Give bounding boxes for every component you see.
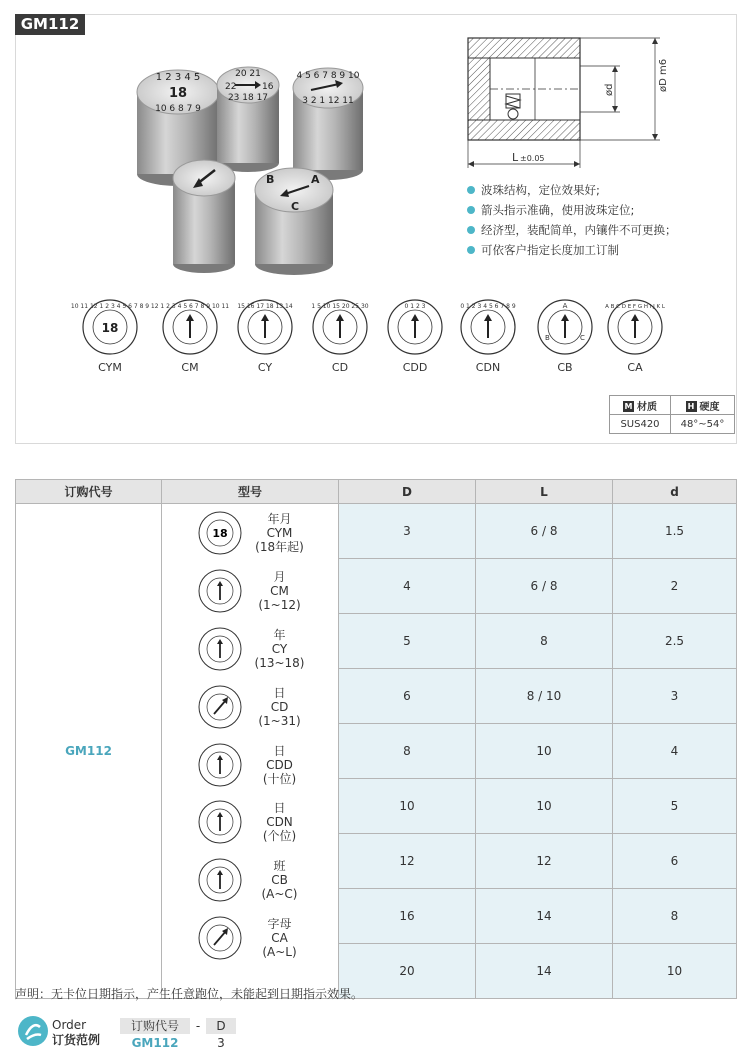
cdd-mini-icon [197, 742, 243, 788]
cell-L: 8 [476, 614, 613, 669]
cell-D: 16 [339, 889, 476, 944]
d-dimension-label: ød [604, 83, 615, 96]
dial-label: CY [257, 361, 273, 374]
dial-cm-icon [150, 298, 230, 356]
order-heading [52, 1018, 100, 1048]
hardness-header: 硬度 [699, 401, 720, 413]
cell-D: 10 [339, 779, 476, 834]
dial-cm [150, 298, 230, 374]
dial-cb [535, 298, 595, 374]
svg-text:1 5 10 15 20 25 30: 1 5 10 15 20 25 30 [311, 303, 369, 310]
L-tolerance-label: ±0.05 [520, 154, 545, 163]
dial-cdd [385, 298, 445, 374]
feature-list [467, 180, 737, 260]
dial-ca-icon [606, 298, 664, 356]
L-dimension-label: L [512, 151, 519, 164]
order-cn: 订货范例 [52, 1033, 101, 1047]
cell-L: 8 / 10 [476, 669, 613, 724]
cell-d: 3 [613, 669, 737, 724]
dial-label: CD [331, 361, 349, 374]
dial-cb-icon [536, 298, 594, 356]
product-title: GM112 [15, 14, 85, 35]
svg-text:A B C D E F G H I J K L: A B C D E F G H I J K L [605, 304, 665, 310]
svg-text:A: A [562, 302, 568, 310]
example-d-label: D [206, 1018, 236, 1034]
photo-cym-bottom-text: 10 6 8 7 9 [155, 104, 201, 114]
svg-text:0 1 2 3: 0 1 2 3 [404, 303, 426, 310]
feature-item: 波珠结构，定位效果好; [467, 180, 737, 200]
photo-cym-mid-text: 18 [168, 86, 188, 101]
cym-mini-icon [197, 510, 243, 556]
order-code-cell: GM112 [16, 504, 162, 999]
hardness-badge: H [686, 401, 697, 412]
photo-cy-right-text: 16 [262, 82, 274, 92]
photo-cym-top-text: 1 2 3 4 5 [155, 72, 201, 83]
cell-D: 4 [339, 559, 476, 614]
cell-L: 6 / 8 [476, 504, 613, 559]
header-D: D [339, 480, 476, 504]
svg-text:18: 18 [212, 527, 228, 540]
dial-label: CDN [475, 361, 501, 374]
dial-cdn [458, 298, 518, 374]
example-d-value: 3 [217, 1036, 225, 1050]
feature-item: 箭头指示准确，使用波珠定位; [467, 200, 737, 220]
dial-cy-icon [236, 298, 294, 356]
cy-mini-icon [197, 626, 243, 672]
cell-D: 12 [339, 834, 476, 889]
cell-D: 3 [339, 504, 476, 559]
cb-mini-icon [197, 857, 243, 903]
cell-L: 14 [476, 944, 613, 999]
photo-cm [293, 68, 363, 180]
example-dash: - [195, 1019, 201, 1033]
svg-text:18: 18 [101, 321, 119, 335]
cell-D: 5 [339, 614, 476, 669]
svg-text:B: B [545, 334, 550, 342]
dial-label: CA [627, 361, 643, 374]
dial-cd-icon [311, 298, 369, 356]
svg-text:0 1 2 3 4 5 6 7 8 9: 0 1 2 3 4 5 6 7 8 9 [460, 303, 516, 310]
dial-cym [70, 298, 150, 374]
photo-cy-left-text: 22 [225, 82, 237, 92]
order-en: Order [52, 1018, 87, 1032]
photo-cm-bottom-text: 3 2 1 12 11 [302, 96, 354, 106]
order-icon [17, 1015, 49, 1047]
dial-label: CDD [402, 361, 428, 374]
cell-d: 1.5 [613, 504, 737, 559]
model-row-cm: 月 CM (1~12) [162, 562, 338, 620]
dial-cdn-icon [459, 298, 517, 356]
header-model: 型号 [162, 480, 339, 504]
cm-mini-icon [197, 568, 243, 614]
dial-label: CB [557, 361, 573, 374]
cell-L: 6 / 8 [476, 559, 613, 614]
dial-cy [235, 298, 295, 374]
header-d: d [613, 480, 737, 504]
model-row-ca: 字母 CA (A~L) [162, 909, 338, 967]
material-table [609, 395, 735, 434]
material-badge: M [624, 402, 633, 411]
photo-cy [217, 67, 279, 172]
photo-cy-top-text: 20 21 [235, 69, 261, 79]
cell-L: 14 [476, 889, 613, 944]
header-L: L [476, 480, 613, 504]
photo-cb [255, 168, 333, 275]
photo-cy-bottom-text: 23 18 17 [227, 93, 269, 103]
dial-label: CYM [98, 361, 122, 374]
ca-mini-icon [197, 915, 243, 961]
cell-d: 8 [613, 889, 737, 944]
material-header: 材质 [637, 401, 657, 413]
photo-cm-top-text: 4 5 6 7 8 9 10 [296, 71, 360, 81]
model-row-cdn: 日 CDN (个位) [162, 793, 338, 851]
D-dimension-label: øD m6 [658, 58, 669, 92]
example-code-label: 订购代号 [120, 1018, 190, 1034]
model-row-cy: 年 CY (13~18) [162, 620, 338, 678]
cell-L: 10 [476, 724, 613, 779]
model-row-cb: 班 CB (A~C) [162, 851, 338, 909]
cell-d: 4 [613, 724, 737, 779]
photo-cb-a-text: A [311, 173, 320, 186]
cell-D: 6 [339, 669, 476, 724]
photo-plain [173, 160, 235, 273]
dial-label: CM [181, 361, 199, 374]
cd-mini-icon [197, 684, 243, 730]
dial-legend [70, 298, 720, 384]
cell-L: 10 [476, 779, 613, 834]
technical-drawing [460, 30, 670, 170]
model-row-cym: 18 年月 CYM (18年起) [162, 504, 338, 562]
cell-d: 2.5 [613, 614, 737, 669]
cell-D: 8 [339, 724, 476, 779]
svg-text:C: C [580, 334, 585, 342]
photo-cb-b-text: B [266, 173, 275, 186]
cell-d: 2 [613, 559, 737, 614]
feature-item: 经济型，装配简单，内镶件不可更换； [467, 220, 737, 240]
cell-d: 5 [613, 779, 737, 834]
photo-cb-c-text: C [291, 200, 300, 213]
material-value: SUS420 [610, 415, 671, 434]
disclaimer-note: 声明：无卡位日期指示，产生任意跑位，未能起到日期指示效果。 [15, 987, 364, 1001]
feature-item: 可依客户指定长度加工订制 [467, 240, 737, 260]
cell-L: 12 [476, 834, 613, 889]
header-code: 订购代号 [16, 480, 162, 504]
svg-text:15 16 17 18 13 14: 15 16 17 18 13 14 [237, 303, 293, 310]
dial-cdd-icon [386, 298, 444, 356]
cell-D: 20 [339, 944, 476, 999]
dial-ca [605, 298, 665, 374]
svg-text:12 1 2 3 4 5 6 7 8 9 10 11: 12 1 2 3 4 5 6 7 8 9 10 11 [150, 303, 230, 310]
cell-d: 6 [613, 834, 737, 889]
cdn-mini-icon [197, 799, 243, 845]
model-column [162, 504, 339, 999]
product-photos [125, 60, 385, 280]
dial-cd [310, 298, 370, 374]
example-code-value: GM112 [131, 1036, 179, 1050]
svg-text:10 11 12 1 2 3 4 5 6 7 8 9: 10 11 12 1 2 3 4 5 6 7 8 9 [70, 303, 150, 310]
model-row-cd: 日 CD (1~31) [162, 678, 338, 736]
hardness-value: 48°~54° [671, 415, 735, 434]
model-row-cdd: 日 CDD (十位) [162, 736, 338, 794]
spec-table [15, 479, 737, 999]
cell-d: 10 [613, 944, 737, 999]
dial-cym-icon [70, 298, 150, 356]
